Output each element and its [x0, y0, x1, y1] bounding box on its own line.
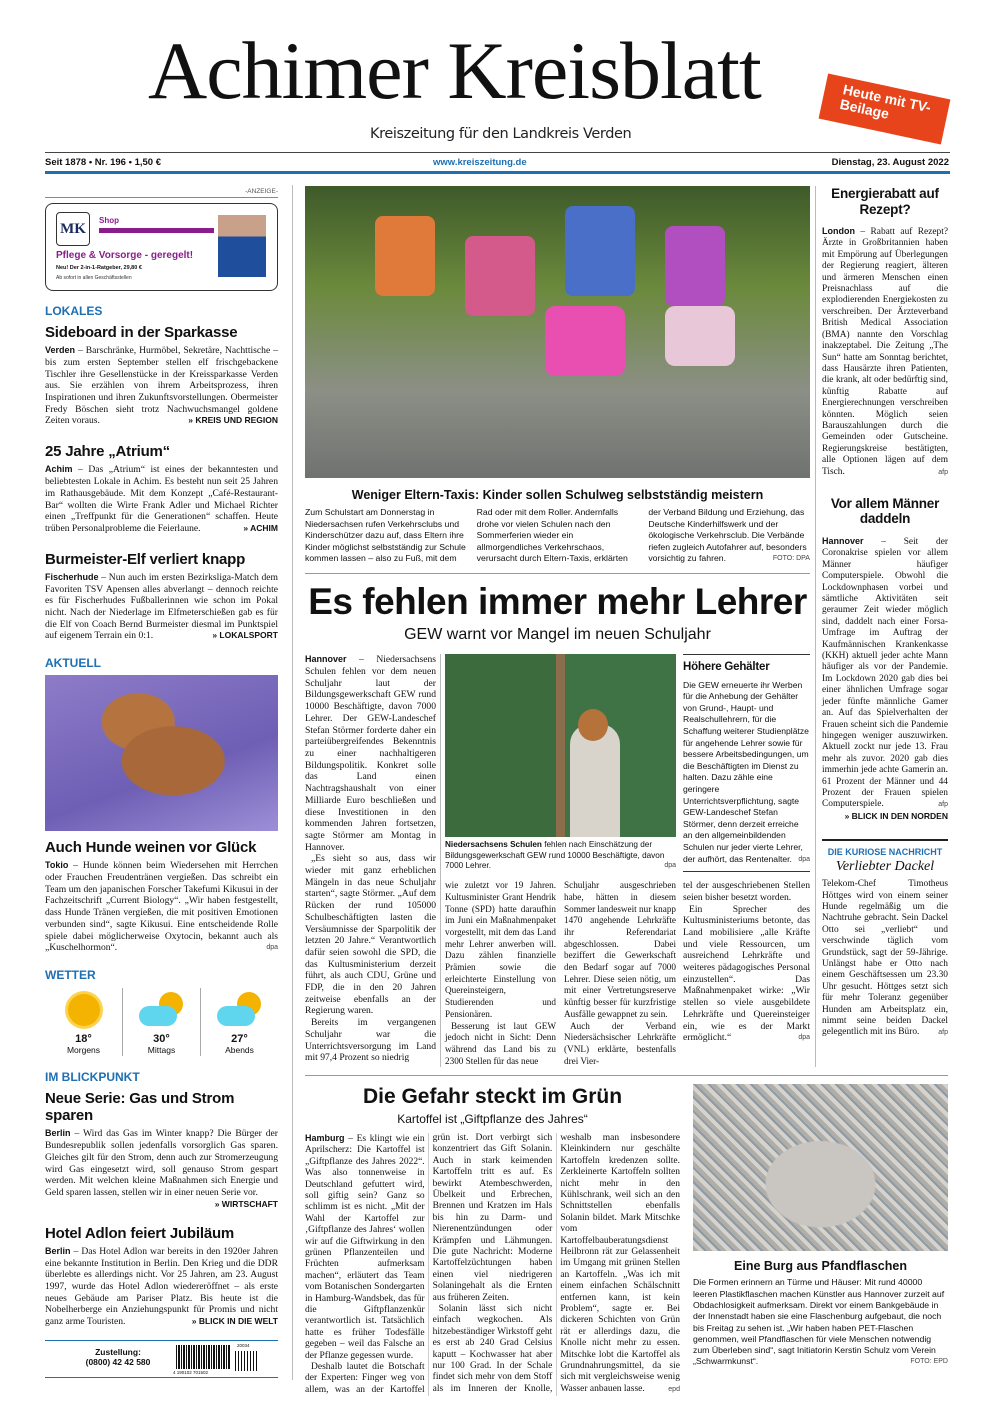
- main-col3: Schuljahr ausgeschrieben habe, hätten in diesem Sommer landesweit nur knapp 1470 angehende Lehrkräfte ihr Referendariat abgeschlossen. Dabei beziffert die Gewerkschaft den Bedarf sogar auf 7000 Lehrer. Diese seien nötig, um mit einer Vertretungsreserve künftig besser für kurzfristige Ausfälle gewappnet zu sein. Auch der Verband Niedersächsischer Lehrkräfte (VNL) erklärte, bestenfalls drei Vier-: [564, 880, 677, 1066]
- main-col1: Hannover – Niedersachsens Schulen fehlen vor dem neuen Schuljahr laut der Bildungsgewerkschaft GEW rund 10000 Beschäftigte, davon 7000 Lehrer. Der GEW-Landeschef Stefan Störmer forderte daher ein parteiübergreifendes Bekenntnis zu einer nachhaltigeren Bildungspolitik. Konkret solle das Land einen Nachtragshaushalt von einer Milliarde Euro beschließen und diese Investitionen in den kommenden Jahren fortsetzen, sagte Störmer am Montag in Hannover. „Es sieht so aus, dass wir wieder mit ganz erheblichen Mängeln in das neue Schuljahr starten“, sagte Störmer. „Auf dem Rücken der rund 105000 Schulbeschäftigten lasten die Versäumnisse der Sparpolitik der letzten 20 Jahre.“ Verantwortlich dafür seien sowohl die SPD, die das Kultusministerium derzeit führt, als auch CDU, Grüne und FDP, die in den 20 Jahren zeitweise ebenfalls an der Regierung waren. Bereits im vergangenen Schuljahr war die Unterrichtsversorgung im Land mit 97,4 Prozent so niedrig: [305, 654, 436, 1064]
- barcode: [176, 1345, 231, 1369]
- schoolchildren-photo: [305, 186, 810, 478]
- weather-evening: 27° Abends: [200, 988, 278, 1056]
- article-title[interactable]: Auch Hunde weinen vor Glück: [45, 839, 257, 857]
- divider: [305, 573, 810, 574]
- article-body: Achim – Das „Atrium“ ist eines der bekanntesten und beliebtesten Lokale in Achim. Es besteht nun seit 25 Jahren im Rathausgebäude. Mit dem Konzept „Café-Restaurant-Bar“ wollten die Wirte Frank Adler und Michael Richter einen „Treffpunkt für die Generationen“ schaffen. Heute trüben Personalprobleme die Feierlaune. » ACHIM: [45, 464, 278, 534]
- ad-bar: [99, 228, 214, 233]
- article-title[interactable]: Vor allem Männer daddeln: [830, 495, 940, 527]
- photo-caption: Zum Schulstart am Donnerstag in Niedersachsen rufen Verkehrsclubs und Kinderschützer dazu auf, dass Eltern ihre Kinder möglichst selbstständig zur Schule kommen lassen – also zu Fuß, mit dem Rad oder mit dem Roller. Andernfalls drohe vor vielen Schulen nach den Sommerferien wieder ein allmorgendliches Verkehrschaos, verursacht durch Eltern-Taxis, erklärten der Verband Bildung und Erziehung, das Deutsche Kinderhilfswerk und der ökologische Verkehrsclub. Die Verbände riefen zugleich Autofahrer auf, besonders vorsichtig zu fahren. FOTO: DPA: [305, 507, 810, 563]
- section-ref[interactable]: » BLICK IN DEN NORDEN: [844, 810, 948, 821]
- ad-label: -ANZEIGE-: [45, 188, 278, 198]
- article-body: Tokio – Hunde können beim Wiedersehen mit Herrchen oder Frauchen Freudentränen vergießen. Das schreibt ein Team um den japanischen Forscher Takefumi Kikusui in der Fachzeitschrift „Current Biology“. „Wir haben festgestellt, dass Hunde Tränen vergießen, die mit positiven Emotionen verbunden sind“, sagte Kikusui. Eine entscheidende Rolle spiele dabei möglicherweise Oxytocin, bekannt auch als „Kuschelhormon“. dpa: [45, 860, 278, 954]
- info-box: [683, 654, 810, 872]
- potato-subheadline: Kartoffel ist „Giftpflanze des Jahres“: [397, 1111, 588, 1126]
- section-wetter: WETTER: [45, 967, 96, 982]
- article-title[interactable]: Hotel Adlon feiert Jubiläum: [45, 1224, 235, 1242]
- main-col4: tel der ausgeschriebenen Stellen seien bisher besetzt worden. Ein Sprecher des Kultusministeriums betonte, das Land mobilisiere „alle Kräfte und viele Ressourcen, um ausreichend Lehrkräfte und weiteres pädagogisches Personal einzustellen“. Das Maßnahmenpaket wirke: „Wir stellen so viele ausgebildete Lehrkräfte und Quereinsteiger ein, wie es der Markt ermöglicht.“ dpa: [683, 880, 810, 1044]
- potato-body: Hamburg – Es klingt wie ein Aprilscherz: Die Kartoffel ist „Giftpflanze des Jahres 2022“. Was also tonnenweise in Deutschland gefuttert wird, soll giftig sein? Ganz so schlimm ist es nicht. „Mit der Wahl der Kartoffel zur ‚Giftpflanze des Jahres‘ wollen wir auf die Giftwirkung in den grünen Pflanzenteilen und Früchten aufmerksam machen“, erläutert das Team vom Botanischen Sondergarten in Hamburg-Wandsbek, das für die Giftpflanzenkür verantwortlich ist. Tatsächlich hatte es früher Todesfälle gegeben – weil das Falsche an der Pflanze gegessen wurde. Deshalb lautet die Botschaft der Experten: Finger weg von allem, was an der Kartoffel grün ist. Dort verbirgt sich konzentriert das Gift Solanin. Auch in stark keimenden Kartoffeln tritt es auf. Es bewirkt Atembeschwerden, Übelkeit und Erbrechen, Brennen und Kratzen im Hals bis hin zu Darm- und Nierenentzündungen oder Krämpfen und Lähmungen. Die gute Nachricht: Moderne Kartoffelzüchtungen haben einen viel niedrigeren Solaningehalt als die Ernten aus früheren Zeiten. Solanin lässt sich nicht einfach wegkochen. Als hitzebeständiger Wirkstoff geht es erst ab 240 Grad Celsius kaputt – Kochwasser hat aber nur 100 Grad. In der Schale findet sich mehr von dem Stoff als im Inneren der Knolle, weshalb man insbesondere Kleinkindern nur geschälte Kartoffeln kredenzen sollte. Zerkleinerte Kartoffeln sollten nicht mehr in den Kühlschrank, weil sich an den Schnittstellen ebenfalls Solanin bildet. Mark Mitschke vom Kartoffelbauberatungsdienst Heilbronn rät zur Gelassenheit im Umgang mit grünen Stellen an Kartoffeln. „Was ich mit einem einfachen Schälschnitt entfernen kann, ist kein Problem“, sagte er. Bei dickeren Schichten von Grün rät er allerdings dazu, die Knolle nicht mehr zu essen. Mitschke lobt die Kartoffel als Grundnahrungsmittel, da sie sich mit vergleichsweise wenig Wasser anbauen lasse. epd: [305, 1132, 680, 1395]
- potato-headline[interactable]: Die Gefahr steckt im Grün: [362, 1085, 623, 1109]
- article-title[interactable]: Energierabatt auf Rezept?: [831, 186, 939, 217]
- classroom-block: [445, 654, 676, 872]
- ad-headline: Pflege & Vorsorge - geregelt!: [56, 250, 194, 261]
- photo-headline[interactable]: Weniger Eltern-Taxis: Kinder sollen Schulweg selbstständig meistern: [351, 488, 764, 502]
- middle-column: [305, 186, 810, 1067]
- section-kuriose: DIE KURIOSE NACHRICHT: [827, 847, 943, 858]
- section-aktuell: AKTUELL: [45, 656, 101, 671]
- section-ref[interactable]: » KREIS UND REGION: [188, 415, 278, 426]
- ad-book-image: [218, 215, 266, 277]
- main-right: [440, 654, 810, 1067]
- bottom-section: [305, 1084, 948, 1396]
- delivery-phone[interactable]: (0800) 42 42 580: [85, 1356, 151, 1367]
- article-body: Berlin – Das Hotel Adlon war bereits in den 1920er Jahren eine bekannte Institution in Berlin. Den Krieg und die DDR überlebte es allerdings nicht. Vor 25 Jahren, am 23. August 1997, wurde das Hotel Adlon wiedereröffnet – als erste neues Gebäude am Pariser Platz. Bis heute ist die Nobelherberge ein Anziehungspunkt für Promis und nicht ganz arme Touristen. » BLICK IN DIE WELT: [45, 1245, 278, 1328]
- article-title[interactable]: Neue Serie: Gas und Strom sparen: [45, 1089, 235, 1125]
- main-subheadline: GEW warnt vor Mangel im neuen Schuljahr: [404, 626, 711, 644]
- potato-article: [305, 1084, 680, 1396]
- issue-date: Dienstag, 23. August 2022: [831, 157, 949, 168]
- section-ref[interactable]: » WIRTSCHAFT: [214, 1198, 278, 1209]
- article-title[interactable]: Burmeister-Elf verliert knapp: [45, 550, 246, 568]
- bottles-caption: Die Formen erinnern an Türme und Häuser: Mit rund 40000 leeren Plastikflaschen machen Künstler aus Hannover zurzeit auf Obdachlosigkeit aufmerksam. Direkt vor einem Bankgebäude in der Innenstadt haben sie eine Flaschenburg aufgebaut, die noch bis Freitag zu sehen ist. „Wir haben haben PET-Flaschen genommen, weil Pfandflaschen für viele Menschen notwendig zum Überleben sind“, sagt Initiatorin Kerstin Schulz vom Verein „Schwarmkunst“. FOTO: EPD: [693, 1277, 948, 1367]
- newspaper-title: Achimer Kreisblatt: [148, 25, 761, 116]
- section-lokales: LOKALES: [45, 304, 103, 318]
- right-column: [815, 186, 948, 1067]
- advertisement[interactable]: [45, 203, 278, 291]
- barcode-addon: [235, 1351, 257, 1371]
- box-body: Die GEW erneuerte ihr Werben für die Anhebung der Gehälter von Grund-, Haupt- und Realschullehrern, für die Schaffung weiterer Studienplätze für angehende Lehrer sowie für bessere Arbeitsbedingungen, um die Beschäftigten im Dienst zu halten. Dazu zähle eine geringere Unterrichtsverpflichtung, sagte GEW-Landeschef Stefan Störmer, denn derzeit erreiche an den allgemeinbildenden Schulen nur jeder vierte Lehrer, der aufhört, das Rentenalter. dpa: [683, 679, 810, 864]
- main-col2: wie zuletzt vor 19 Jahren. Kultusminister Grant Hendrik Tonne (SPD) hatte daraufhin im Juni ein Maßnahmenpaket vorgestellt, mit dem das Land mehr Lehrer anwerben will. Dazu zählen finanzielle Prämien sowie die erleichterte Einstellung von Quereinsteigern, Studierenden und Pensionären. Besserung ist laut GEW jedoch nicht in Sicht: Denn während das Land bis zu 2300 Stellen für das neue: [445, 880, 556, 1066]
- section-blickpunkt: IM BLICKPUNKT: [45, 1069, 140, 1084]
- main-headline[interactable]: Es fehlen immer mehr Lehrer: [308, 580, 807, 622]
- section-ref[interactable]: » ACHIM: [243, 522, 278, 533]
- article-title[interactable]: 25 Jahre „Atrium“: [45, 443, 170, 461]
- article-body: Hannover – Seit der Coronakrise spielen vor allem Männer häufiger Computerspiele. Obwohl die Lockdownphasen vorbei und sämtliche Aktivitäten seit geraumer Zeit wieder möglich sind, daddelt nach einer Forsa-Umfrage im Auftrag der Kaufmännischen Krankenkasse (KKH) aktuell jeder achte Mann häufiger als vor der Pandemie. Im Lockdown 2020 gab dies bei einer ähnlichen Umfrage sogar jeder fünfte männliche Gamer an. Auf das Spielverhalten der Frauen scheint sich die Pandemie hingegen weniger auszuwirken. Aktuell zockt nur jede 13. Frau mehr als zuvor. 2020 gab dies immerhin jede achte Gamerin an. 61 Prozent der Männer und 44 Prozent der Frauen spielen Computerspiele. afp » BLICK IN DEN NORDEN: [822, 536, 948, 821]
- delivery-label: Zustellung:: [95, 1346, 141, 1357]
- weather-morning: 18° Morgens: [45, 988, 122, 1056]
- divider: [45, 171, 950, 174]
- ad-line1: Neu! Der 2-in-1-Ratgeber, 29,80 €: [56, 265, 142, 271]
- website-link[interactable]: www.kreiszeitung.de: [433, 157, 527, 168]
- article-body: Berlin – Wird das Gas im Winter knapp? Die Bürger der Bundesrepublik sollen jedenfalls vorsorglich Gas sparen. Gleiches gilt für den Strom, denn auch zur Stromerzeugung wird Gas eingesetzt wird, soll genauso Strom gespart werden. Mit welchen kleine Maßnahmen sich Energie und Geld sparen lassen, stellen wir in einer neuen Serie vor. » WIRTSCHAFT: [45, 1128, 278, 1209]
- weather-widget: [45, 988, 278, 1056]
- article-title[interactable]: Sideboard in der Sparkasse: [45, 324, 238, 341]
- article-title[interactable]: Verliebter Dackel: [835, 859, 935, 875]
- bottles-story: [693, 1084, 948, 1367]
- mk-logo: MK: [56, 212, 90, 246]
- article-body: London – Rabatt auf Rezept? Ärzte in Großbritannien haben mit Empörung auf Überlegungen der Regierung reagiert, älteren und ärmeren Menschen einen Preisnachlass auf die explodierenden Energiekosten zu verschreiben. Der Ärzteverband British Medical Association (BMA) nannte den Vorschlag inakzeptabel. Die Zeitung „The Sun“ hatte am Sonntag berichtet, dass Hausärzte ihren Patienten, die krank, alt oder bedürftig sind, künftig Rabatte auf Energierechnungen verschreiben könnten. Möglich seien Barauszahlungen durch die Gemeinden oder Gutscheine. Regierungskreise bestätigten, alle Optionen lägen auf dem Tisch. afp: [822, 226, 948, 477]
- main-area: [305, 186, 948, 1396]
- curious-news: [822, 839, 948, 1039]
- column-divider: [292, 185, 293, 1380]
- bottles-headline[interactable]: Eine Burg aus Pfandflaschen: [734, 1259, 907, 1274]
- section-ref[interactable]: » LOKALSPORT: [212, 630, 278, 641]
- divider: [45, 152, 950, 153]
- box-title: Höhere Gehälter: [683, 661, 770, 674]
- classroom-caption: Niedersachsens Schulen fehlen nach Einschätzung der Bildungsgewerkschaft GEW rund 10000 Beschäftigte, davon 7000 Lehrer. dpa: [445, 840, 676, 871]
- ad-shop-label: Shop: [99, 216, 119, 225]
- sun-cloud-icon: [215, 992, 265, 1028]
- sun-icon: [68, 994, 100, 1026]
- weather-noon: 30° Mittags: [122, 988, 200, 1056]
- divider: [305, 1075, 948, 1076]
- article-body: Fischerhude – Nun auch im ersten Bezirksliga-Match dem Favoriten TSV Apensen alles abverlangt – dennoch reichte es für Fischerhudes Fußballerinnen wie schon im Pokal nicht. Nach der Niederlage im Elfmeterschießen gab es für die Elf von Coach Bernd Burmeister diesmal im Punktspiel auf eigenem Terrain ein 0:1. » LOKALSPORT: [45, 571, 278, 642]
- classroom-photo: [445, 654, 676, 837]
- dog-photo: [45, 675, 278, 831]
- article-body: Telekom-Chef Timotheus Höttges wird von einem seiner Hunde regelmäßig um die Nachtruhe gebracht. Sein Dackel Otto sei „verliebt“ und verschwinde täglich vom Grundstück, sagt der 59-Jährige. Unlängst habe er Otto nach einem Geschäftsessen um 23.30 Uhr gesucht. Höttges setzt sich für mehr Toleranz gegenüber Hunden am Arbeitsplatz ein, nimmt seine beiden Dackel gelegentlich mit ins Büro. afp: [822, 879, 948, 1038]
- bottle-castle-photo: [693, 1084, 948, 1251]
- article-body: Verden – Barschränke, Hurmöbel, Sekretäre, Nachttische – bis zum ersten September stellen elf frischgebackene Tischler ihre Gesellenstücke in der Kreissparkasse Verden aus. Sie erzählen von ihrem Arbeitsprozess, ihren Inspirationen und ihren Zukunftsvorstellungen. Obermeister Fredy Böschen sieht trotz Nachwuchsmangel goldene Zeiten voraus. » KREIS UND REGION: [45, 345, 278, 427]
- tv-supplement-badge: Heute mit TV-Beilage: [819, 74, 951, 145]
- issue-info: Seit 1878 • Nr. 196 • 1,50 €: [45, 157, 161, 168]
- left-column: [45, 188, 278, 1378]
- ad-line2: Ab sofort in allen Geschäftsstellen: [56, 275, 132, 281]
- sun-cloud-icon: [137, 992, 187, 1028]
- section-ref[interactable]: » BLICK IN DIE WELT: [191, 1316, 278, 1327]
- delivery-box: Zustellung: (0800) 42 42 580 4 190102 701502 20034: [45, 1340, 278, 1378]
- newspaper-subtitle: Kreiszeitung für den Landkreis Verden: [370, 126, 632, 142]
- main-article: [305, 654, 810, 1067]
